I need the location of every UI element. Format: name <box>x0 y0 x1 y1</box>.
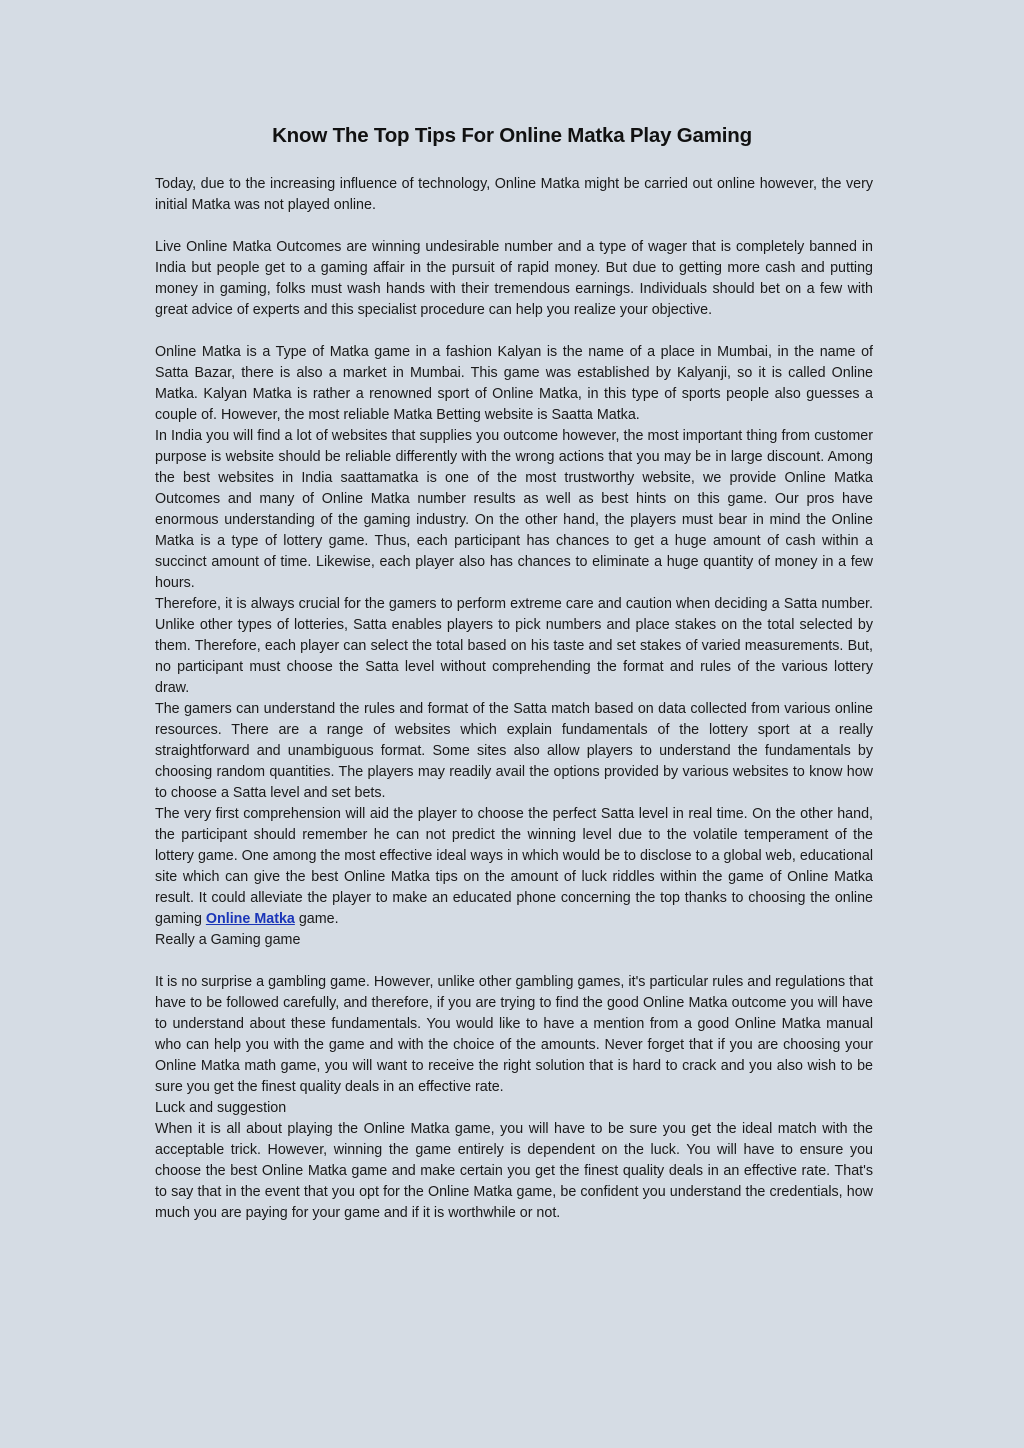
paragraph-websites: In India you will find a lot of websites that supplies you outcome however, the most important thing from customer purpose is website should be reliable differently with the wrong actions that you may be in large discount. Among the best websites in India saattamatka is one of the most trustworthy website, we provide Online Matka Outcomes and many of Online Matka number results as well as best hints on this game. Our pros have enormous understanding of the gaming industry. On the other hand, the players must bear in mind the Online Matka is a type of lottery game. Thus, each participant has chances to get a huge amount of cash within a succinct amount of time. Likewise, each player also has chances to eliminate a huge quantity of money in a few hours. <box>155 428 873 591</box>
document-body <box>155 174 873 1224</box>
paragraph-spacer <box>155 216 873 237</box>
paragraph-live-outcomes: Live Online Matka Outcomes are winning undesirable number and a type of wager that is completely banned in India but people get to a gaming affair in the pursuit of rapid money. But due to getting more cash and putting money in gaming, folks must wash hands with their tremendous earnings. Individuals should bet on a few with great advice of experts and this specialist procedure can help you realize your objective. <box>155 239 873 318</box>
online-matka-link[interactable]: Online Matka <box>205 911 295 927</box>
paragraph-kalyan: Online Matka is a Type of Matka game in a fashion Kalyan is the name of a place in Mumbai, in the name of Satta Bazar, there is also a market in Mumbai. This game was established by Kalyanji, so it is called Online Matka. Kalyan Matka is rather a renowned sport of Online Matka, in this type of sports people also guesses a couple of. However, the most reliable Matka Betting website is Saatta Matka. <box>155 344 873 423</box>
heading-gaming-game: Really a Gaming game <box>155 932 301 948</box>
paragraph-comprehension-tail: game. <box>294 911 339 927</box>
heading-luck: Luck and suggestion <box>155 1100 287 1116</box>
paragraph-gambling: It is no surprise a gambling game. However, unlike other gambling games, it's particular rules and regulations that have to be followed carefully, and therefore, if you are trying to find the good Online Matka outcome you will have to understand about these fundamentals. You would like to have a mention from a good Online Matka manual who can help you with the game and with the choice of the amounts. Never forget that if you are choosing your Online Matka math game, you will want to receive the right solution that is hard to crack and you also wish to be sure you get the finest quality deals in an effective rate. <box>155 974 873 1095</box>
paragraph-spacer <box>155 951 873 972</box>
paragraph-comprehension <box>155 804 873 930</box>
document-title: Know The Top Tips For Online Matka Play Gaming <box>272 124 752 147</box>
paragraph-luck: When it is all about playing the Online Matka game, you will have to be sure you get the ideal match with the acceptable trick. However, winning the game entirely is dependent on the luck. You will have to ensure you choose the best Online Matka game and make certain you get the finest quality deals in an effective rate. That's to say that in the event that you opt for the Online Matka game, be confident you understand the credentials, how much you are paying for your game and if it is worthwhile or not. <box>155 1121 873 1221</box>
paragraph-intro: Today, due to the increasing influence of technology, Online Matka might be carried out online however, the very initial Matka was not played online. <box>155 176 873 213</box>
paragraph-spacer <box>155 321 873 342</box>
paragraph-caution: Therefore, it is always crucial for the gamers to perform extreme care and caution when deciding a Satta number. Unlike other types of lotteries, Satta enables players to pick numbers and place stakes on the total selected by them. Therefore, each player can select the total based on his taste and set stakes of varied measurements. But, no participant must choose the Satta level without comprehending the format and rules of the various lottery draw. <box>155 596 873 696</box>
paragraph-rules: The gamers can understand the rules and format of the Satta match based on data collected from various online resources. There are a range of websites which explain fundamentals of the lottery sport at a really straightforward and unambiguous format. Some sites also allow players to understand the fundamentals by choosing random quantities. The players may readily avail the options provided by various websites to know how to choose a Satta level and set bets. <box>155 701 873 801</box>
paragraph-comprehension-text: The very first comprehension will aid the player to choose the perfect Satta level in real time. On the other hand, the participant should remember he can not predict the winning level due to the volatile temperament of the lottery game. One among the most effective ideal ways in which would be to disclose to a global web, educational site which can give the best Online Matka tips on the amount of luck riddles within the game of Online Matka result. It could alleviate the player to make an educated phone concerning the top thanks to choosing the online gaming <box>155 806 873 927</box>
